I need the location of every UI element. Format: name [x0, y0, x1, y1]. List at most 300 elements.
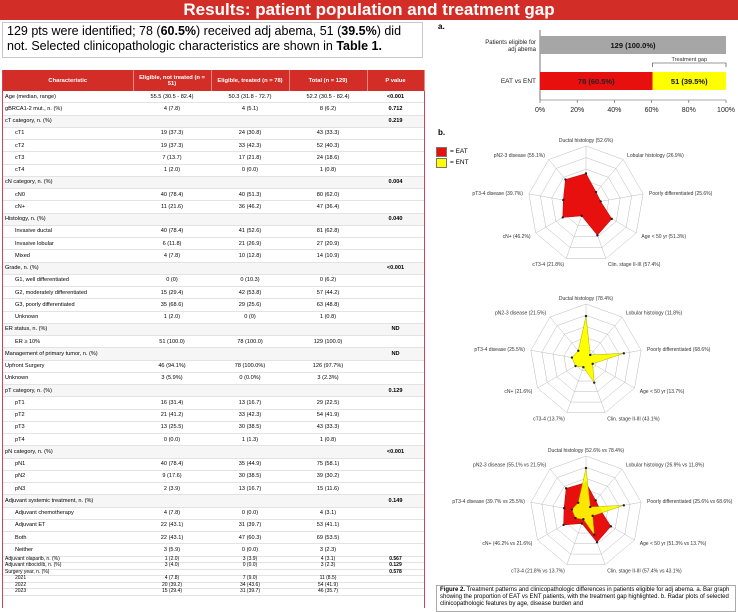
cell-value: 53 (41.1): [289, 519, 367, 531]
cell-value: 41 (52.6): [211, 225, 289, 237]
cell-value: 4 (7.8): [133, 576, 211, 583]
radar-chart-comparison: [452, 434, 738, 584]
p-value: [367, 311, 424, 323]
table-row: [3, 446, 424, 458]
table-row: [3, 458, 424, 470]
table-row: [3, 397, 424, 409]
radar-chart-ent: [470, 282, 738, 434]
table-row: [3, 323, 424, 335]
cell-value: 63 (48.8): [289, 299, 367, 311]
p-value: <0.001: [367, 262, 424, 274]
radar-point: [565, 487, 567, 489]
cell-value: 20 (39.2): [133, 582, 211, 589]
table-row: [3, 434, 424, 446]
p-value: [367, 458, 424, 470]
cell-value: 4 (7.8): [133, 103, 211, 115]
cell-value: 19 (37.3): [133, 127, 211, 139]
p-value: [367, 152, 424, 164]
cell-value: 21 (26.9): [211, 238, 289, 250]
row-label: cT4: [3, 164, 133, 176]
row-label: pT2: [3, 409, 133, 421]
radar-axis-label: cN+ (21.6%): [504, 389, 533, 395]
row-label: Adjuvant ribociclib, n. (%): [3, 563, 133, 570]
radar-point: [562, 216, 564, 218]
radar-point: [574, 365, 576, 367]
panel-a-label: a.: [438, 22, 445, 31]
p-value: [367, 589, 424, 596]
cell-value: [211, 323, 289, 335]
cell-value: 1 (0.8): [289, 311, 367, 323]
row-label: Neither: [3, 544, 133, 556]
cell-value: 46 (94.1%): [133, 360, 211, 372]
table-row: [3, 176, 424, 188]
row-label: Grade, n. (%): [3, 262, 133, 274]
cell-value: 39 (30.2): [289, 470, 367, 482]
cell-value: [133, 213, 211, 225]
cell-value: [133, 323, 211, 335]
radar-point: [591, 515, 593, 517]
bar-tick-label: 60%: [644, 107, 659, 114]
cell-value: 52 (40.3): [289, 140, 367, 152]
row-label: Invasive lobular: [3, 238, 133, 250]
legend-label: = ENT: [450, 159, 469, 166]
radar-point: [591, 363, 593, 365]
p-value: [367, 299, 424, 311]
row-label: cN+: [3, 201, 133, 213]
row-label: Adjuvant chemotherapy: [3, 507, 133, 519]
table-row: [3, 287, 424, 299]
row-label: ER status, n. (%): [3, 323, 133, 335]
table-row: [3, 262, 424, 274]
cell-value: [289, 176, 367, 188]
radar-point: [577, 502, 579, 504]
radar-point: [596, 234, 598, 236]
row-label: Mixed: [3, 250, 133, 262]
cell-value: 51 (100.0): [133, 336, 211, 348]
radar-axis-label: cN+ (46.2%): [502, 234, 531, 240]
cell-value: [289, 323, 367, 335]
radar-axis-label: pN2-3 disease (55.1%): [493, 152, 545, 159]
row-label: pN2: [3, 470, 133, 482]
cell-value: 47 (60.3): [211, 532, 289, 544]
cell-value: [211, 495, 289, 507]
row-label: Upfront Surgery: [3, 360, 133, 372]
p-value: [367, 507, 424, 519]
cell-value: [133, 495, 211, 507]
table-row: [3, 385, 424, 397]
radar-axis-label: Poorly differentiated (25.6%): [649, 190, 713, 197]
cell-value: 43 (33.3): [289, 127, 367, 139]
cell-value: 55.5 (30.5 - 82.4): [133, 91, 211, 103]
radar-point: [571, 508, 573, 510]
row-label: Both: [3, 532, 133, 544]
p-value: [367, 127, 424, 139]
radar-chart-eat: [470, 122, 738, 280]
table-header-2: Eligible, treated (n = 78): [211, 70, 289, 91]
bar-data-label: 78 (60.5%): [577, 77, 615, 86]
row-label: ER ≥ 10%: [3, 336, 133, 348]
cell-value: 47 (36.4): [289, 201, 367, 213]
row-label: Age (median, range): [3, 91, 133, 103]
cell-value: 6 (11.8): [133, 238, 211, 250]
radar-axis-label: cT3-4 (21.8% vs 13.7%): [511, 568, 565, 575]
radar-axis-label: Lobular histology (26.9% vs 11.8%): [625, 462, 705, 469]
cell-value: 15 (29.4): [133, 287, 211, 299]
cell-value: 30 (38.5): [211, 421, 289, 433]
cell-value: 21 (41.2): [133, 409, 211, 421]
cell-value: 0 (10.3): [211, 274, 289, 286]
cell-value: 1 (2.0): [133, 311, 211, 323]
table-row: [3, 238, 424, 250]
p-value: [367, 360, 424, 372]
p-value: 0.149: [367, 495, 424, 507]
legend-item-eat: [436, 146, 469, 157]
radar-point: [585, 467, 587, 469]
table-row: [3, 127, 424, 139]
cell-value: 24 (30.8): [211, 127, 289, 139]
table-header-0: Characteristic: [3, 70, 133, 91]
cell-value: 129 (100.0): [289, 336, 367, 348]
table-row: [3, 470, 424, 482]
table-row: [3, 201, 424, 213]
p-value: ND: [367, 323, 424, 335]
row-label: 2022: [3, 582, 133, 589]
table-row: [3, 372, 424, 384]
cell-value: 78 (100.0%): [211, 360, 289, 372]
row-label: G3, poorly differentiated: [3, 299, 133, 311]
radar-axis-label: Clin. stage II-III (43.1%): [607, 416, 660, 423]
row-label: 2023: [3, 589, 133, 596]
cell-value: 13 (16.7): [211, 483, 289, 495]
p-value: 0.129: [367, 563, 424, 570]
p-value: [367, 544, 424, 556]
table-row: [3, 164, 424, 176]
legend-swatch: [436, 158, 447, 168]
bar-tick-label: 0%: [534, 107, 546, 114]
bar-data-label: 51 (39.5%): [670, 77, 708, 86]
legend-item-ent: [436, 157, 469, 168]
cell-value: 30 (38.5): [211, 470, 289, 482]
cell-value: 40 (78.4): [133, 225, 211, 237]
row-label: Management of primary tumor, n. (%): [3, 348, 133, 360]
table-header-3: Total (n = 129): [289, 70, 367, 91]
row-label: cT category, n. (%): [3, 115, 133, 127]
cell-value: 3 (5.9%): [133, 372, 211, 384]
row-label: cT1: [3, 127, 133, 139]
radar-axis-label: cT3-4 (13.7%): [533, 416, 565, 423]
table-row: [3, 421, 424, 433]
cell-value: 3 (4.0): [133, 563, 211, 570]
table-row: [3, 507, 424, 519]
p-value: <0.001: [367, 91, 424, 103]
legend-label: = EAT: [450, 148, 468, 155]
cell-value: [289, 348, 367, 360]
cell-value: [133, 176, 211, 188]
cell-value: 1 (1.3): [211, 434, 289, 446]
row-label: G2, moderately differentiated: [3, 287, 133, 299]
cell-value: 1 (0.8): [289, 434, 367, 446]
radar-point: [610, 525, 612, 527]
bar-tick-label: 40%: [607, 107, 622, 114]
cell-value: 54 (41.9): [289, 582, 367, 589]
cell-value: 22 (43.1): [133, 532, 211, 544]
radar-legend: [436, 146, 469, 168]
cell-value: 8 (6.2): [289, 103, 367, 115]
radar-point: [623, 504, 625, 506]
p-value: [367, 140, 424, 152]
cell-value: 69 (53.5): [289, 532, 367, 544]
cell-value: 0 (0.0%): [211, 372, 289, 384]
cell-value: 2 (3.9): [133, 483, 211, 495]
p-value: 0.129: [367, 385, 424, 397]
radar-axis-label: pT3-4 disease (25.5%): [474, 347, 525, 354]
cell-value: 4 (5.1): [211, 103, 289, 115]
cell-value: 35 (44.9): [211, 458, 289, 470]
cell-value: 16 (31.4): [133, 397, 211, 409]
table-row: [3, 589, 424, 596]
radar-point: [580, 215, 582, 217]
p-value: [367, 397, 424, 409]
table-row: [3, 409, 424, 421]
cell-value: 10 (12.8): [211, 250, 289, 262]
cell-value: [133, 348, 211, 360]
table-row: [3, 336, 424, 348]
table-row: [3, 225, 424, 237]
characteristics-table: [2, 70, 425, 608]
radar-point: [611, 218, 613, 220]
radar-point: [571, 356, 573, 358]
radar-point: [623, 352, 625, 354]
p-value: [367, 201, 424, 213]
row-label: Adjuvant ET: [3, 519, 133, 531]
cell-value: [211, 262, 289, 274]
row-label: Unknown: [3, 372, 133, 384]
cell-value: [289, 262, 367, 274]
cell-value: 40 (78.4): [133, 458, 211, 470]
p-value: 0.004: [367, 176, 424, 188]
table-row: [3, 544, 424, 556]
table-row: [3, 519, 424, 531]
p-value: <0.001: [367, 446, 424, 458]
cell-value: 0 (0): [211, 311, 289, 323]
cell-value: 17 (21.8): [211, 152, 289, 164]
radar-point: [562, 199, 564, 201]
cell-value: 4 (3.1): [289, 507, 367, 519]
cell-value: 3 (3.9): [211, 556, 289, 563]
p-value: 0.712: [367, 103, 424, 115]
table-row: [3, 115, 424, 127]
p-value: [367, 336, 424, 348]
row-label: Unknown: [3, 311, 133, 323]
cell-value: 4 (7.8): [133, 507, 211, 519]
cell-value: 43 (33.3): [289, 421, 367, 433]
cell-value: 81 (62.8): [289, 225, 367, 237]
radar-axis-label: Clin. stage II-III (57.4%): [607, 262, 661, 269]
cell-value: 15 (11.6): [289, 483, 367, 495]
radar-axis-label: pN2-3 disease (55.1% vs 21.5%): [473, 462, 547, 469]
radar-axis-label: Poorly differentiated (68.6%): [647, 347, 711, 354]
page-banner: Results: patient population and treatment gap: [0, 0, 738, 20]
cell-value: 3 (2.3): [289, 544, 367, 556]
cell-value: 0 (0): [133, 274, 211, 286]
cell-value: [211, 446, 289, 458]
table-row: [3, 311, 424, 323]
row-label: pN3: [3, 483, 133, 495]
row-label: Invasive ductal: [3, 225, 133, 237]
cell-value: 0 (0.0): [211, 164, 289, 176]
p-value: [367, 225, 424, 237]
cell-value: [289, 446, 367, 458]
cell-value: 35 (68.6): [133, 299, 211, 311]
cell-value: 7 (9.0): [211, 576, 289, 583]
gap-label: Treatment gap: [671, 57, 708, 63]
row-label: cN0: [3, 189, 133, 201]
row-label: Surgery year, n. (%): [3, 569, 133, 576]
p-value: [367, 287, 424, 299]
cell-value: 46 (35.7): [289, 589, 367, 596]
cell-value: 15 (29.4): [133, 589, 211, 596]
cell-value: 3 (5.9): [133, 544, 211, 556]
cell-value: [211, 385, 289, 397]
radar-point: [562, 524, 564, 526]
cell-value: 4 (3.1): [289, 556, 367, 563]
radar-axis-label: Lobular histology (11.8%): [625, 310, 683, 317]
radar-point: [593, 381, 595, 383]
table-header-1: Eligible, not treated (n = 51): [133, 70, 211, 91]
radar-point: [564, 178, 566, 180]
p-value: [367, 189, 424, 201]
bar-category-label: EAT vs ENT: [500, 78, 536, 85]
radar-axis-label: Age < 50 yr (51.3% vs 13.7%): [639, 541, 707, 547]
table-row: [3, 103, 424, 115]
cell-value: [133, 446, 211, 458]
cell-value: [133, 262, 211, 274]
radar-axis-label: cT3-4 (21.8%): [532, 262, 565, 269]
row-label: pT category, n. (%): [3, 385, 133, 397]
p-value: [367, 250, 424, 262]
cell-value: [133, 385, 211, 397]
radar-point: [582, 518, 584, 520]
cell-value: [289, 213, 367, 225]
table-row: [3, 483, 424, 495]
radar-point: [589, 354, 591, 356]
cell-value: 40 (51.3): [211, 189, 289, 201]
p-value: [367, 372, 424, 384]
cell-value: 13 (25.5): [133, 421, 211, 433]
radar-point: [582, 366, 584, 368]
cell-value: 14 (10.9): [289, 250, 367, 262]
bar-tick-label: 80%: [681, 107, 696, 114]
radar-axis-label: Ductal histology (78.4%): [558, 296, 614, 302]
cell-value: 126 (97.7%): [289, 360, 367, 372]
p-value: 0.040: [367, 213, 424, 225]
cell-value: 1 (2.0): [133, 556, 211, 563]
row-label: gBRCA1-2 mut., n. (%): [3, 103, 133, 115]
table-row: [3, 213, 424, 225]
radar-point: [589, 506, 591, 508]
p-value: [367, 532, 424, 544]
radar-axis-label: Clin. stage II-III (57.4% vs 43.1%): [607, 568, 682, 575]
radar-point: [581, 522, 583, 524]
cell-value: [211, 348, 289, 360]
row-label: pN category, n. (%): [3, 446, 133, 458]
cell-value: 78 (100.0): [211, 336, 289, 348]
cell-value: 80 (62.0): [289, 189, 367, 201]
row-label: pN1: [3, 458, 133, 470]
row-label: pT4: [3, 434, 133, 446]
radar-axis-label: cN+ (46.2% vs 21.6%): [482, 541, 533, 547]
radar-point: [577, 350, 579, 352]
cell-value: 50.3 (31.8 - 72.7): [211, 91, 289, 103]
cell-value: 1 (0.8): [289, 164, 367, 176]
row-label: G1, well differentiated: [3, 274, 133, 286]
bar-tick-label: 100%: [717, 107, 735, 114]
cell-value: 40 (78.4): [133, 189, 211, 201]
table-row: [3, 299, 424, 311]
table-row: [3, 140, 424, 152]
cell-value: 11 (21.6): [133, 201, 211, 213]
cell-value: [211, 213, 289, 225]
radar-point: [585, 315, 587, 317]
radar-point: [574, 517, 576, 519]
p-value: ND: [367, 348, 424, 360]
cell-value: [133, 115, 211, 127]
p-value: [367, 164, 424, 176]
cell-value: 22 (43.1): [133, 519, 211, 531]
radar-axis-label: Ductal histology (52.6%): [558, 138, 614, 144]
table-header-4: P value: [367, 70, 424, 91]
cell-value: 3 (2.3): [289, 563, 367, 570]
cell-value: 36 (46.2): [211, 201, 289, 213]
table-row: [3, 250, 424, 262]
cell-value: 34 (43.6): [211, 582, 289, 589]
radar-axis-label: Age < 50 yr (13.7%): [639, 389, 685, 395]
p-value: [367, 470, 424, 482]
radar-axis-label: Lobular histology (26.9%): [627, 152, 684, 159]
table-row: [3, 495, 424, 507]
cell-value: 0 (6.2): [289, 274, 367, 286]
radar-point: [593, 533, 595, 535]
bar-tick-label: 20%: [570, 107, 585, 114]
table-row: [3, 189, 424, 201]
cell-value: 52.2 (30.5 - 82.4): [289, 91, 367, 103]
cell-value: [211, 176, 289, 188]
p-value: [367, 274, 424, 286]
table-row: [3, 360, 424, 372]
legend-swatch: [436, 147, 447, 157]
radar-axis-label: pN2-3 disease (21.5%): [495, 310, 547, 317]
cell-value: 0 (0.0): [211, 544, 289, 556]
radar-axis-label: pT3-4 disease (39.7% vs 25.5%): [452, 499, 525, 506]
cell-value: 11 (8.5): [289, 576, 367, 583]
cell-value: 3 (2.3%): [289, 372, 367, 384]
radar-point: [594, 499, 596, 501]
cell-value: 27 (20.9): [289, 238, 367, 250]
cell-value: 19 (37.3): [133, 140, 211, 152]
treatment-gap-bar-chart: [436, 30, 736, 118]
cell-value: 13 (16.7): [211, 397, 289, 409]
radar-axis-label: Age < 50 yr (51.3%): [641, 234, 687, 240]
p-value: [367, 409, 424, 421]
cell-value: 24 (18.6): [289, 152, 367, 164]
row-label: pT1: [3, 397, 133, 409]
p-value: [367, 238, 424, 250]
bar-data-label: 129 (100.0%): [610, 41, 656, 50]
gap-bracket: [653, 63, 726, 67]
cell-value: 9 (17.6): [133, 470, 211, 482]
radar-axis-label: Poorly differentiated (25.6% vs 68.6%): [647, 499, 733, 506]
p-value: 0.567: [367, 556, 424, 563]
